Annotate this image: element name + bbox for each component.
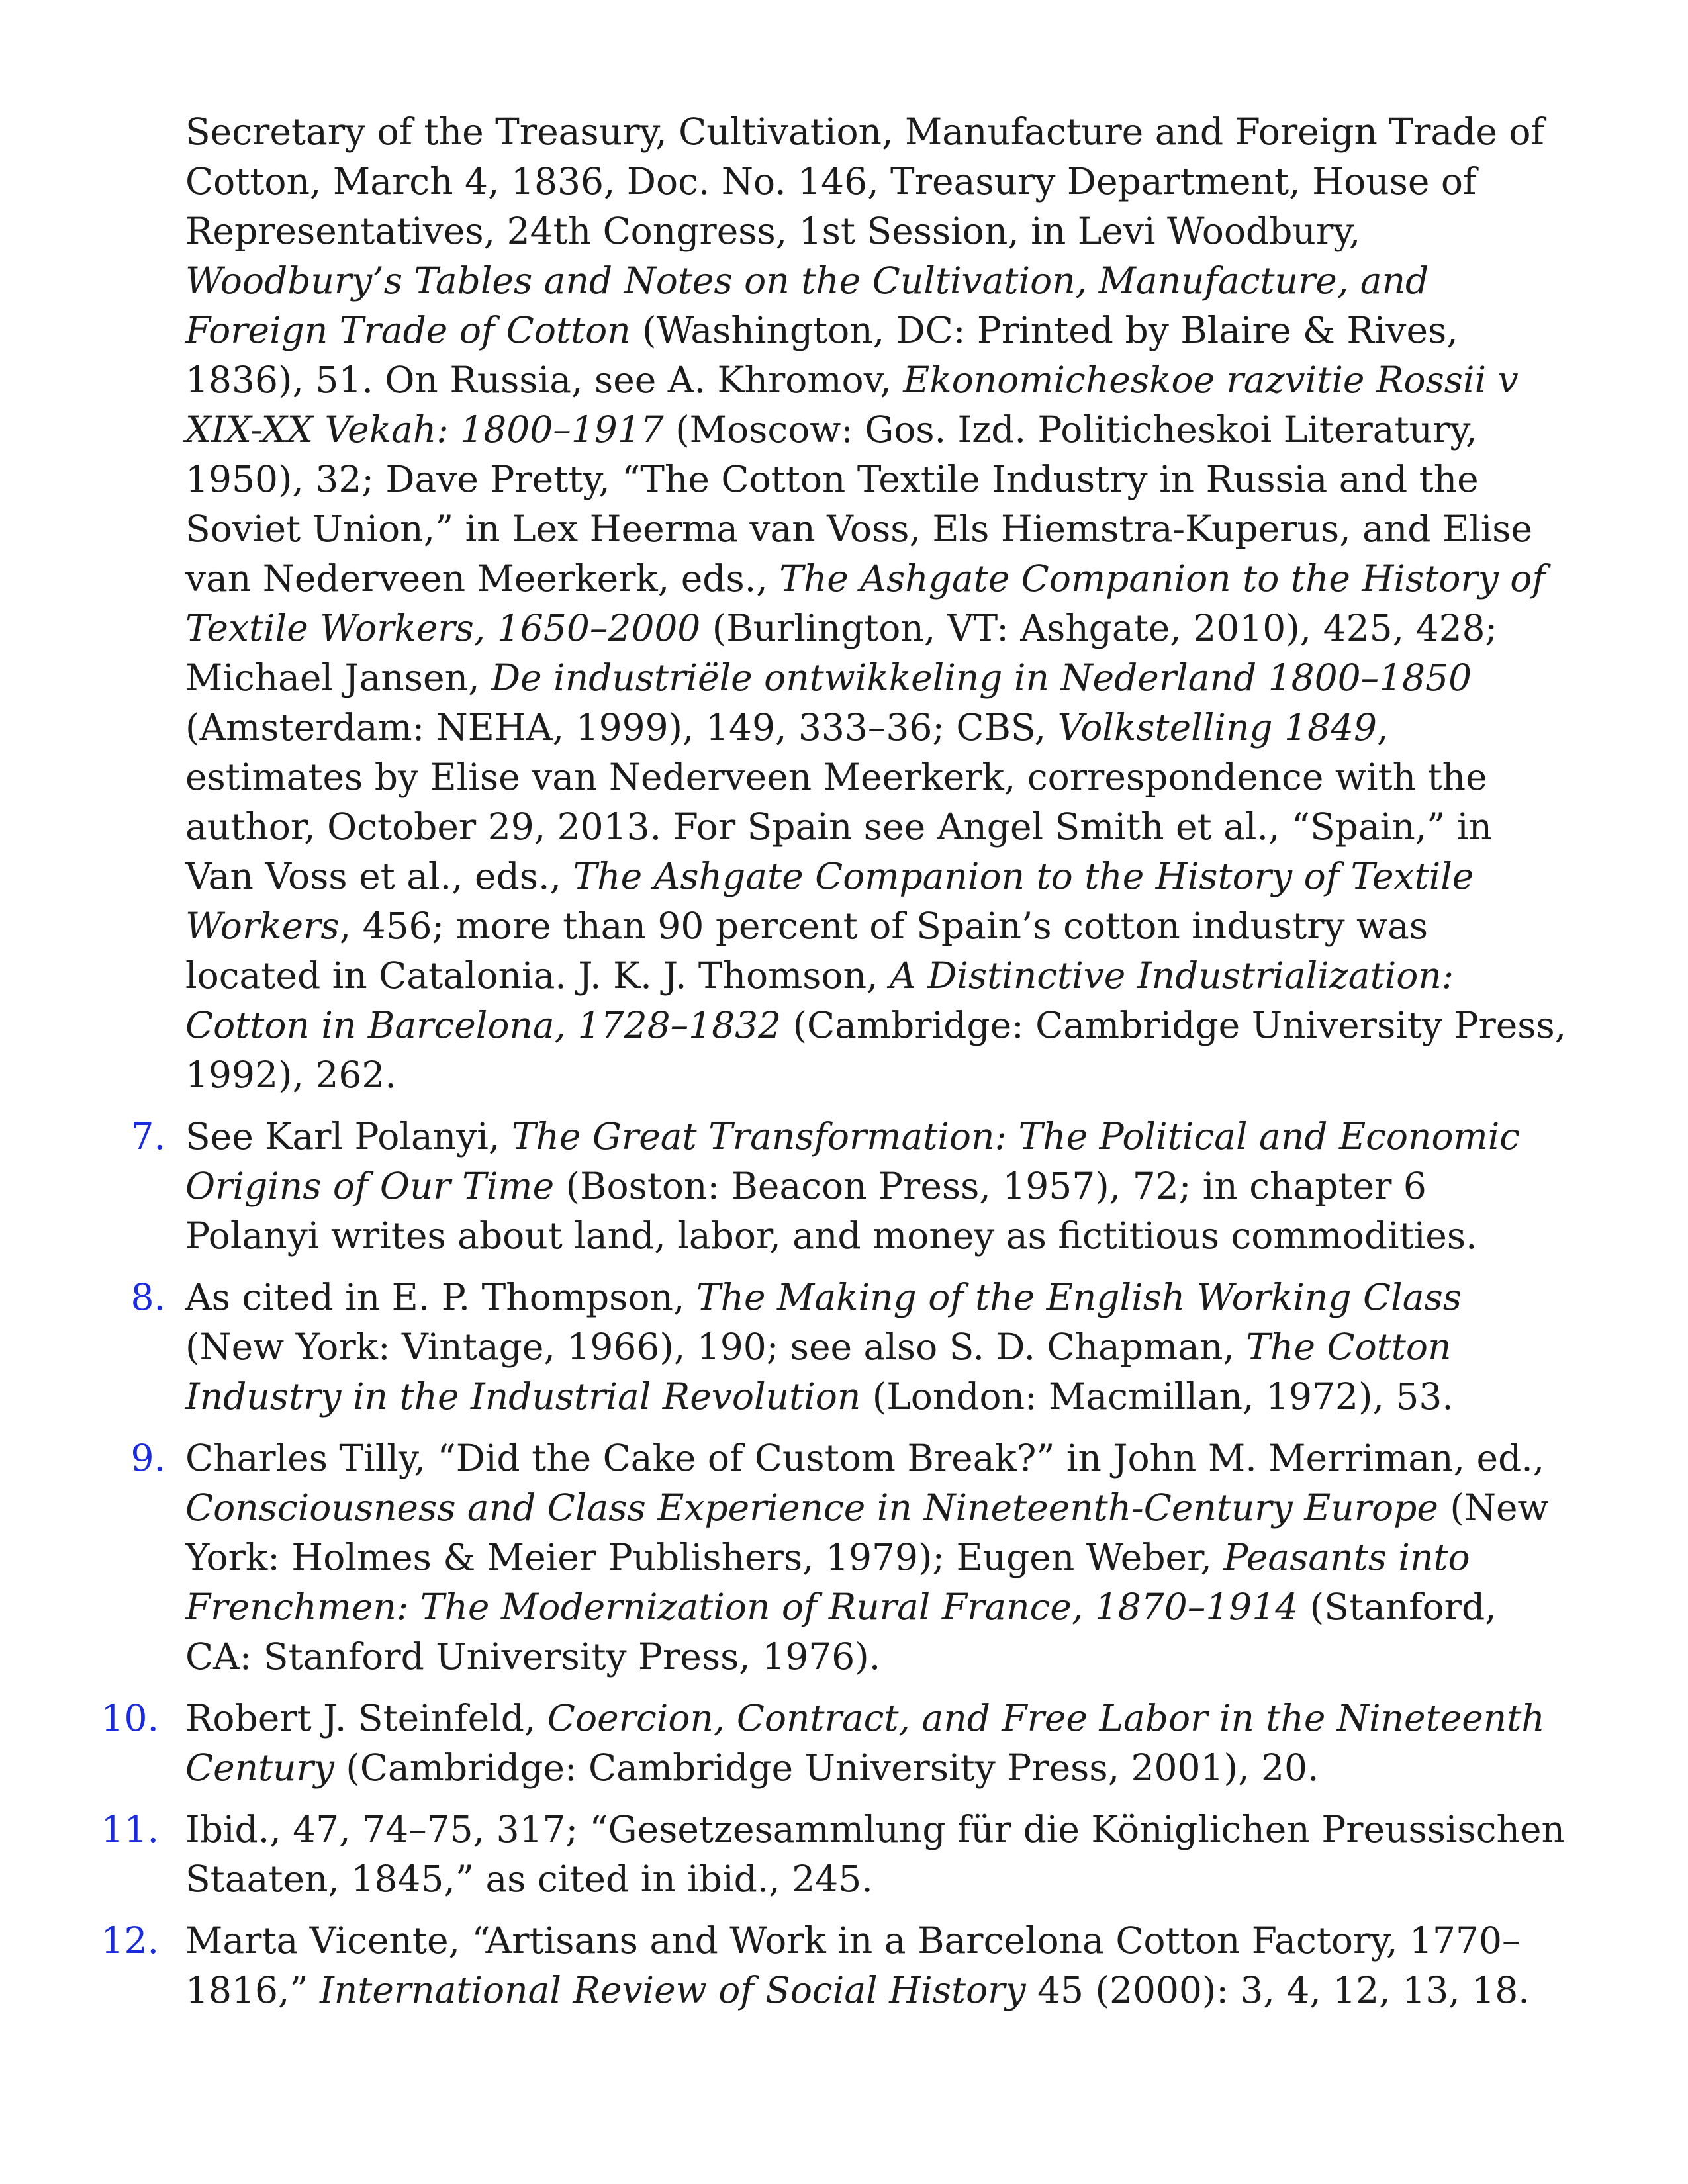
- note-title: International Review of Social History: [320, 1969, 1026, 2011]
- note-text: Marta Vicente, “Artisans and Work in a Barcelona Cotton Factory, 1770–1816,”: [185, 1919, 1521, 2011]
- note-text: (New York: Holmes & Meier Publishers, 1979); Eugen Weber,: [185, 1486, 1549, 1578]
- note-text: (Cambridge: Cambridge University Press, 2001), 20.: [334, 1747, 1319, 1789]
- note-text: (Moscow: Gos. Izd. Politicheskoi Literatury, 1950), 32; Dave Pretty, “The Cotton Textile Industry in Russia and the Soviet Union,” in Lex Heerma van Voss, Els Hiemstra-Kuperus, and Elise van Nederveen Meerkerk, eds.,: [185, 408, 1533, 600]
- note-title: The Ashgate Companion to the History of Textile Workers, 1650–2000: [185, 557, 1546, 649]
- note-title: Peasants into Frenchmen: The Modernization of Rural France, 1870–1914: [185, 1536, 1470, 1628]
- note-text: (Burlington, VT: Ashgate, 2010), 425, 428; Michael Jansen,: [185, 607, 1498, 699]
- note-title: Consciousness and Class Experience in Nineteenth-Century Europe: [185, 1486, 1438, 1529]
- note-text: , estimates by Elise van Nederveen Meerkerk, correspondence with the author, October 29, 2013. For Spain see Angel Smith et al., “Spain,” in Van Voss et al., eds.,: [185, 706, 1492, 897]
- note-number-link[interactable]: 12.: [101, 1919, 159, 1962]
- endnote-12: [101, 1916, 1569, 2015]
- note-title: The Great Transformation: The Political and Economic Origins of Our Time: [185, 1115, 1521, 1207]
- note-text: Robert J. Steinfeld,: [185, 1697, 547, 1739]
- note-text: Secretary of the Treasury, Cultivation, Manufacture and Foreign Trade of Cotton, March 4, 1836, Doc. No. 146, Treasury Department, House of Representatives, 24th Congress, 1st Session, in Levi Woodbury,: [185, 111, 1544, 252]
- note-number-link[interactable]: 9.: [130, 1437, 165, 1479]
- note-text: , 456; more than 90 percent of Spain’s cotton industry was located in Catalonia. J. K. J. Thomson,: [185, 905, 1429, 997]
- endnote-8: [130, 1273, 1569, 1422]
- note-number-link[interactable]: 11.: [101, 1808, 159, 1850]
- endnote-9: [130, 1433, 1569, 1682]
- note-title: The Making of the English Working Class: [696, 1276, 1462, 1318]
- note-text: (New York: Vintage, 1966), 190; see also S. D. Chapman,: [185, 1326, 1246, 1368]
- note-number-link[interactable]: 8.: [130, 1276, 165, 1318]
- endnote-11: [101, 1805, 1569, 1904]
- note-title: Woodbury’s Tables and Notes on the Cultivation, Manufacture, and Foreign Trade of Cotton: [185, 259, 1429, 351]
- note-text: (Cambridge: Cambridge University Press, 1992), 262.: [185, 1004, 1567, 1096]
- endnote-continuation: [185, 107, 1569, 1100]
- note-text: As cited in E. P. Thompson,: [185, 1276, 696, 1318]
- endnote-7: [130, 1112, 1569, 1261]
- note-number-link[interactable]: 7.: [130, 1115, 165, 1158]
- note-text: See Karl Polanyi,: [185, 1115, 512, 1158]
- note-title: The Ashgate Companion to the History of Textile Workers: [185, 855, 1474, 947]
- note-title: Volkstelling 1849: [1057, 706, 1378, 749]
- note-title: De industriële ontwikkeling in Nederland 1800–1850: [491, 657, 1472, 699]
- note-number-link[interactable]: 10.: [101, 1697, 159, 1739]
- note-title: The Cotton Industry in the Industrial Revolution: [185, 1326, 1452, 1418]
- note-text: (Amsterdam: NEHA, 1999), 149, 333–36; CBS,: [185, 706, 1058, 749]
- note-text: (Stanford, CA: Stanford University Press, 1976).: [185, 1586, 1497, 1678]
- note-text: (Washington, DC: Printed by Blaire & Rives, 1836), 51. On Russia, see A. Khromov,: [185, 309, 1458, 401]
- endnote-10: [101, 1694, 1569, 1793]
- endnotes-list: [101, 107, 1569, 2015]
- note-text: (Boston: Beacon Press, 1957), 72; in chapter 6 Polanyi writes about land, labor, and money as fictitious commodities.: [185, 1165, 1477, 1257]
- note-text: Ibid., 47, 74–75, 317; “Gesetzesammlung für die Königlichen Preussischen Staaten, 1845,” as cited in ibid., 245.: [185, 1808, 1565, 1900]
- note-text: Charles Tilly, “Did the Cake of Custom Break?” in John M. Merriman, ed.,: [185, 1437, 1545, 1479]
- note-text: 45 (2000): 3, 4, 12, 13, 18.: [1025, 1969, 1530, 2011]
- note-title: A Distinctive Industrialization: Cotton in Barcelona, 1728–1832: [185, 954, 1454, 1046]
- note-text: (London: Macmillan, 1972), 53.: [861, 1375, 1454, 1418]
- note-title: Ekonomicheskoe razvitie Rossii v XIX-XX Vekah: 1800–1917: [185, 359, 1519, 451]
- note-title: Coercion, Contract, and Free Labor in the Nineteenth Century: [185, 1697, 1545, 1789]
